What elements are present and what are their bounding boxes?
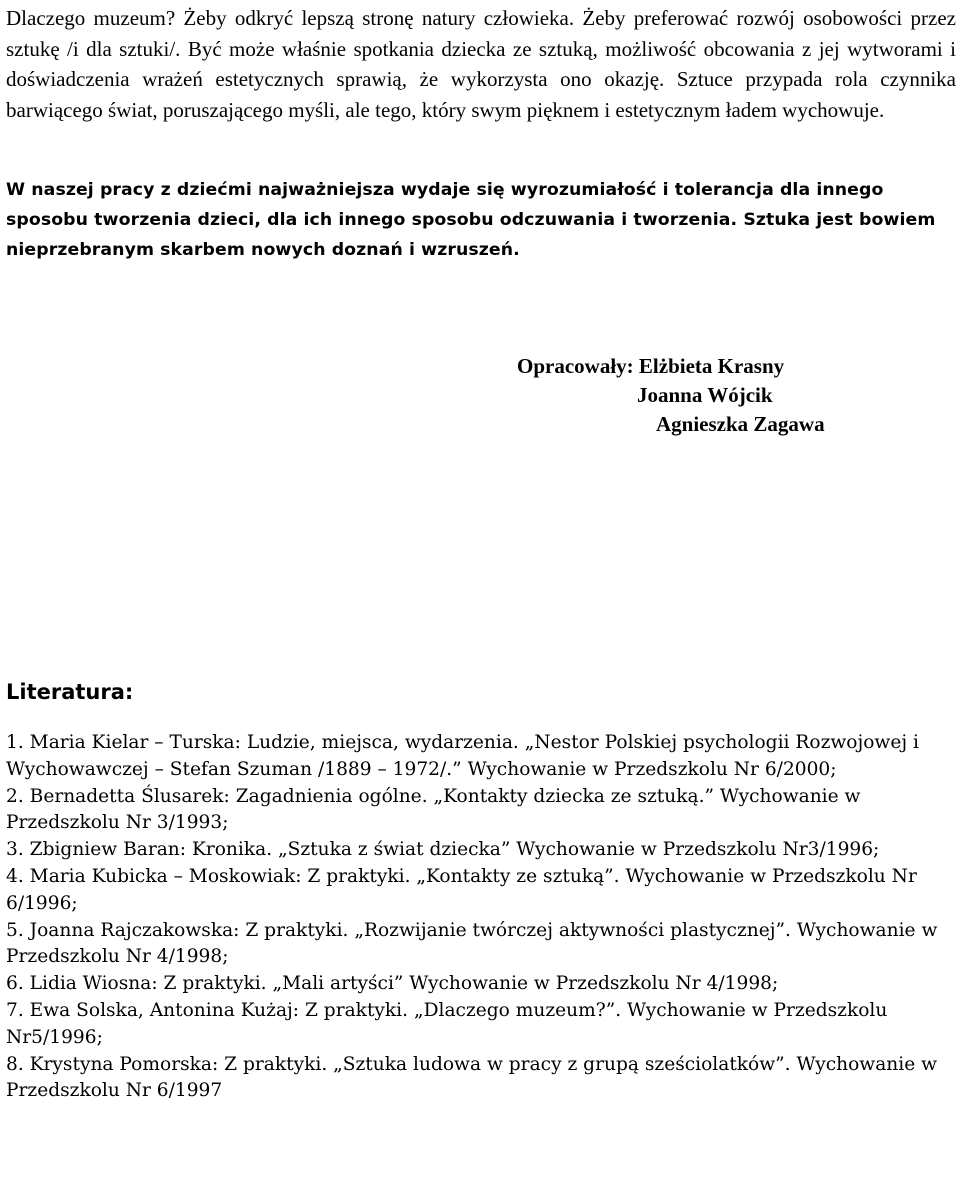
literature-item: 8. Krystyna Pomorska: Z praktyki. „Sztuka ludowa w pracy z grupą sześciolatków”. Wychowanie w Przedszkolu Nr 6/1997 <box>6 1053 938 1102</box>
literature-item: 7. Ewa Solska, Antonina Kużaj: Z praktyki. „Dlaczego muzeum?”. Wychowanie w Przedszkolu Nr5/1996; <box>6 999 888 1048</box>
author-line-3 <box>517 410 937 439</box>
literature-item: 2. Bernadetta Ślusarek: Zagadnienia ogólne. „Kontakty dziecka ze sztuką.” Wychowanie w Przedszkolu Nr 3/1993; <box>6 785 861 834</box>
literature-item: 1. Maria Kielar – Turska: Ludzie, miejsca, wydarzenia. „Nestor Polskiej psychologii Rozwojowej i Wychowawczej – Stefan Szuman /1889 – 1972/.” Wychowanie w Przedszkolu Nr 6/2000; <box>6 732 919 780</box>
author-name: Agnieszka Zagawa <box>656 412 825 436</box>
literature-heading: Literatura: <box>6 680 134 704</box>
author-line-1 <box>517 352 937 381</box>
author-name: Elżbieta Krasny <box>638 354 785 378</box>
literature-item: 6. Lidia Wiosna: Z praktyki. „Mali artyści” Wychowanie w Przedszkolu Nr 4/1998; <box>6 973 779 995</box>
author-name: Joanna Wójcik <box>637 383 773 407</box>
authors-block <box>517 352 937 439</box>
author-line-2 <box>517 381 937 410</box>
literature-list <box>6 730 956 1105</box>
literature-item: 5. Joanna Rajczakowska: Z praktyki. „Rozwijanie twórczej aktywności plastycznej”. Wychowanie w Przedszkolu Nr 4/1998; <box>6 919 938 968</box>
literature-item: 4. Maria Kubicka – Moskowiak: Z praktyki. „Kontakty ze sztuką”. Wychowanie w Przedszkolu Nr 6/1996; <box>6 865 917 914</box>
authors-prefix: Opracowały: <box>517 354 634 378</box>
intro-paragraph: Dlaczego muzeum? Żeby odkryć lepszą stronę natury człowieka. Żeby preferować rozwój osobowości przez sztukę /i dla sztuki/. Być może właśnie spotkania dziecka ze sztuką, możliwość obcowania z jej wytworami i doświadczenia wrażeń estetycznych sprawią, że wykorzysta ono okazję. Sztuce przypada rola czynnika barwiącego świat, poruszającego myśli, ale tego, który swym pięknem i estetycznym ładem wychowuje. <box>6 6 956 122</box>
literature-item: 3. Zbigniew Baran: Kronika. „Sztuka z świat dziecka” Wychowanie w Przedszkolu Nr3/1996; <box>6 839 880 861</box>
bold-paragraph: W naszej pracy z dziećmi najważniejsza wydaje się wyrozumiałość i tolerancja dla innego sposobu tworzenia dzieci, dla ich innego sposobu odczuwania i tworzenia. Sztuka jest bowiem nieprzebranym skarbem nowych doznań i wzruszeń. <box>6 180 936 260</box>
